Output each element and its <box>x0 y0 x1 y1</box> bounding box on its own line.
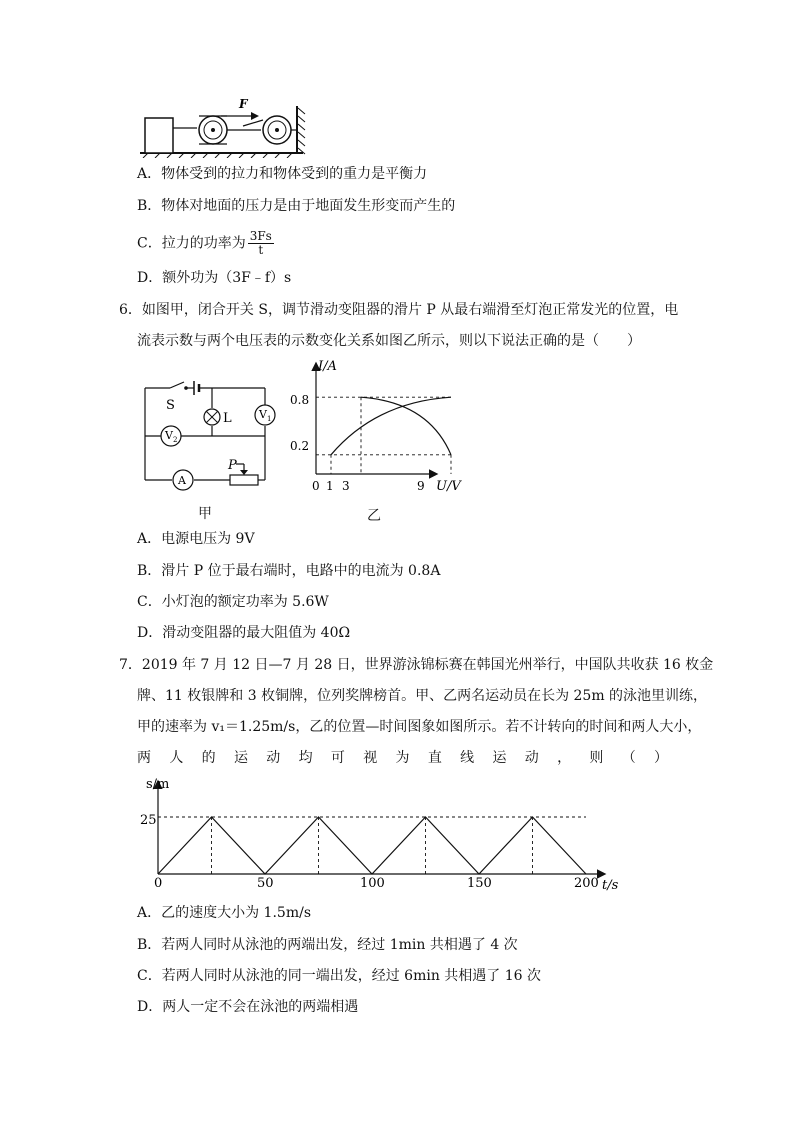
q7-line4-char: 视 <box>363 750 378 766</box>
rheostat <box>230 475 258 485</box>
v2-sub: 2 <box>172 436 178 444</box>
st-x-axis-label: t/s <box>602 878 619 893</box>
q6-stem-line-1: 6．如图甲，闭合开关 S，调节滑动变阻器的滑片 P 从最右端滑至灯泡正常发光的位置，电 <box>119 302 679 318</box>
iu-y-tick-1: 0.2 <box>290 439 310 453</box>
power-fraction <box>248 230 274 257</box>
q7-line4-char: 则 <box>589 750 604 766</box>
q5-option-b: B．物体对地面的压力是由于地面发生形变而产生的 <box>137 198 456 214</box>
q6-option-a: A．电源电压为 9V <box>137 531 255 547</box>
slider-label: P <box>228 458 237 473</box>
q5-option-c-text: C．拉力的功率为 <box>137 235 246 252</box>
q7-line4-char: ） <box>654 750 668 766</box>
fraction-numerator: 3Fs <box>249 229 272 243</box>
st-y-axis-label: s/m <box>146 777 170 792</box>
block <box>145 118 173 153</box>
pulley-figure <box>135 98 310 158</box>
v2-label: V <box>165 429 173 442</box>
lamp-label: L <box>223 411 232 426</box>
q7-line4-char: 动 <box>524 750 539 766</box>
q7-option-a: A．乙的速度大小为 1.5m/s <box>137 905 312 921</box>
q6-option-d: D．滑动变阻器的最大阻值为 40Ω <box>137 625 351 641</box>
st-x-tick-1: 50 <box>257 876 274 891</box>
q7-line4-char: 可 <box>330 750 345 766</box>
q7-stem-line-1: 7．2019 年 7 月 12 日—7 月 28 日，世界游泳锦标赛在韩国光州举行，中国队共收获 16 枚金 <box>119 657 714 673</box>
q7-option-d: D．两人一定不会在泳池的两端相遇 <box>137 999 359 1015</box>
iu-rising-curve <box>331 397 451 455</box>
q7-line4-char: 运 <box>233 750 248 766</box>
switch-label: S <box>166 398 175 413</box>
q7-line4-char: 为 <box>395 750 410 766</box>
q7-option-b: B．若两人同时从泳池的两端出发，经过 1min 共相遇了 4 次 <box>137 937 518 953</box>
iu-x-tick-1: 1 <box>326 479 334 493</box>
iu-x-tick-3: 9 <box>417 479 425 493</box>
ammeter-label: A <box>178 474 186 487</box>
st-x-tick-4: 200 <box>574 876 599 891</box>
q7-line4-char: 均 <box>298 750 313 766</box>
q7-stem-line-3: 甲的速率为 v₁＝1.25m/s，乙的位置—时间图象如图所示。若不计转向的时间和两人大小， <box>137 719 702 735</box>
iu-graph <box>286 358 476 498</box>
q5-option-d: D．额外功为（3F﹣f）s <box>137 270 292 286</box>
circuit-caption: 甲 <box>198 506 212 522</box>
q7-line4-char: 两 <box>137 750 151 766</box>
q7-stem-line-4 <box>137 749 668 767</box>
q7-line4-char: 线 <box>460 750 475 766</box>
q5-option-c <box>137 230 274 257</box>
q7-line4-char: ， <box>557 750 572 766</box>
st-graph <box>136 774 636 896</box>
q5-option-a: A．物体受到的拉力和物体受到的重力是平衡力 <box>137 166 428 182</box>
q7-stem-line-2: 牌、11 枚银牌和 3 枚铜牌，位列奖牌榜首。甲、乙两名运动员在长为 25m 的泳池里训练， <box>137 688 708 704</box>
graph-caption: 乙 <box>367 508 381 524</box>
q6-stem-line-2: 流表示数与两个电压表的示数变化关系如图乙所示，则以下说法正确的是（ ） <box>137 333 641 349</box>
fraction-denominator: t <box>258 243 264 257</box>
st-y-tick: 25 <box>140 813 157 828</box>
q7-option-c: C．若两人同时从泳池的同一端出发，经过 6min 共相遇了 16 次 <box>137 968 542 984</box>
iu-x-tick-2: 3 <box>342 479 350 493</box>
q7-line4-char: （ <box>621 750 636 766</box>
q6-option-b: B．滑片 P 位于最右端时，电路中的电流为 0.8A <box>137 563 441 579</box>
q7-line4-char: 的 <box>201 750 216 766</box>
iu-y-axis-label: I/A <box>318 359 337 374</box>
st-series-line <box>158 817 586 874</box>
st-x-tick-2: 100 <box>360 876 385 891</box>
q6-option-c: C．小灯泡的额定功率为 5.6W <box>137 594 329 610</box>
q7-line4-char: 运 <box>492 750 507 766</box>
v1-sub: 1 <box>266 415 272 423</box>
iu-x-axis-label: U/V <box>436 479 461 494</box>
v1-label: V <box>259 408 267 421</box>
q7-line4-char: 动 <box>266 750 281 766</box>
iu-falling-curve <box>361 397 451 455</box>
st-x-tick-0: 0 <box>154 876 163 891</box>
st-x-tick-3: 150 <box>467 876 492 891</box>
iu-x-tick-0: 0 <box>312 479 320 493</box>
q7-line4-char: 人 <box>169 750 184 766</box>
circuit-diagram <box>140 380 290 495</box>
q7-line4-char: 直 <box>427 750 442 766</box>
force-label: F <box>239 98 248 111</box>
iu-y-tick-0: 0.8 <box>290 393 310 407</box>
